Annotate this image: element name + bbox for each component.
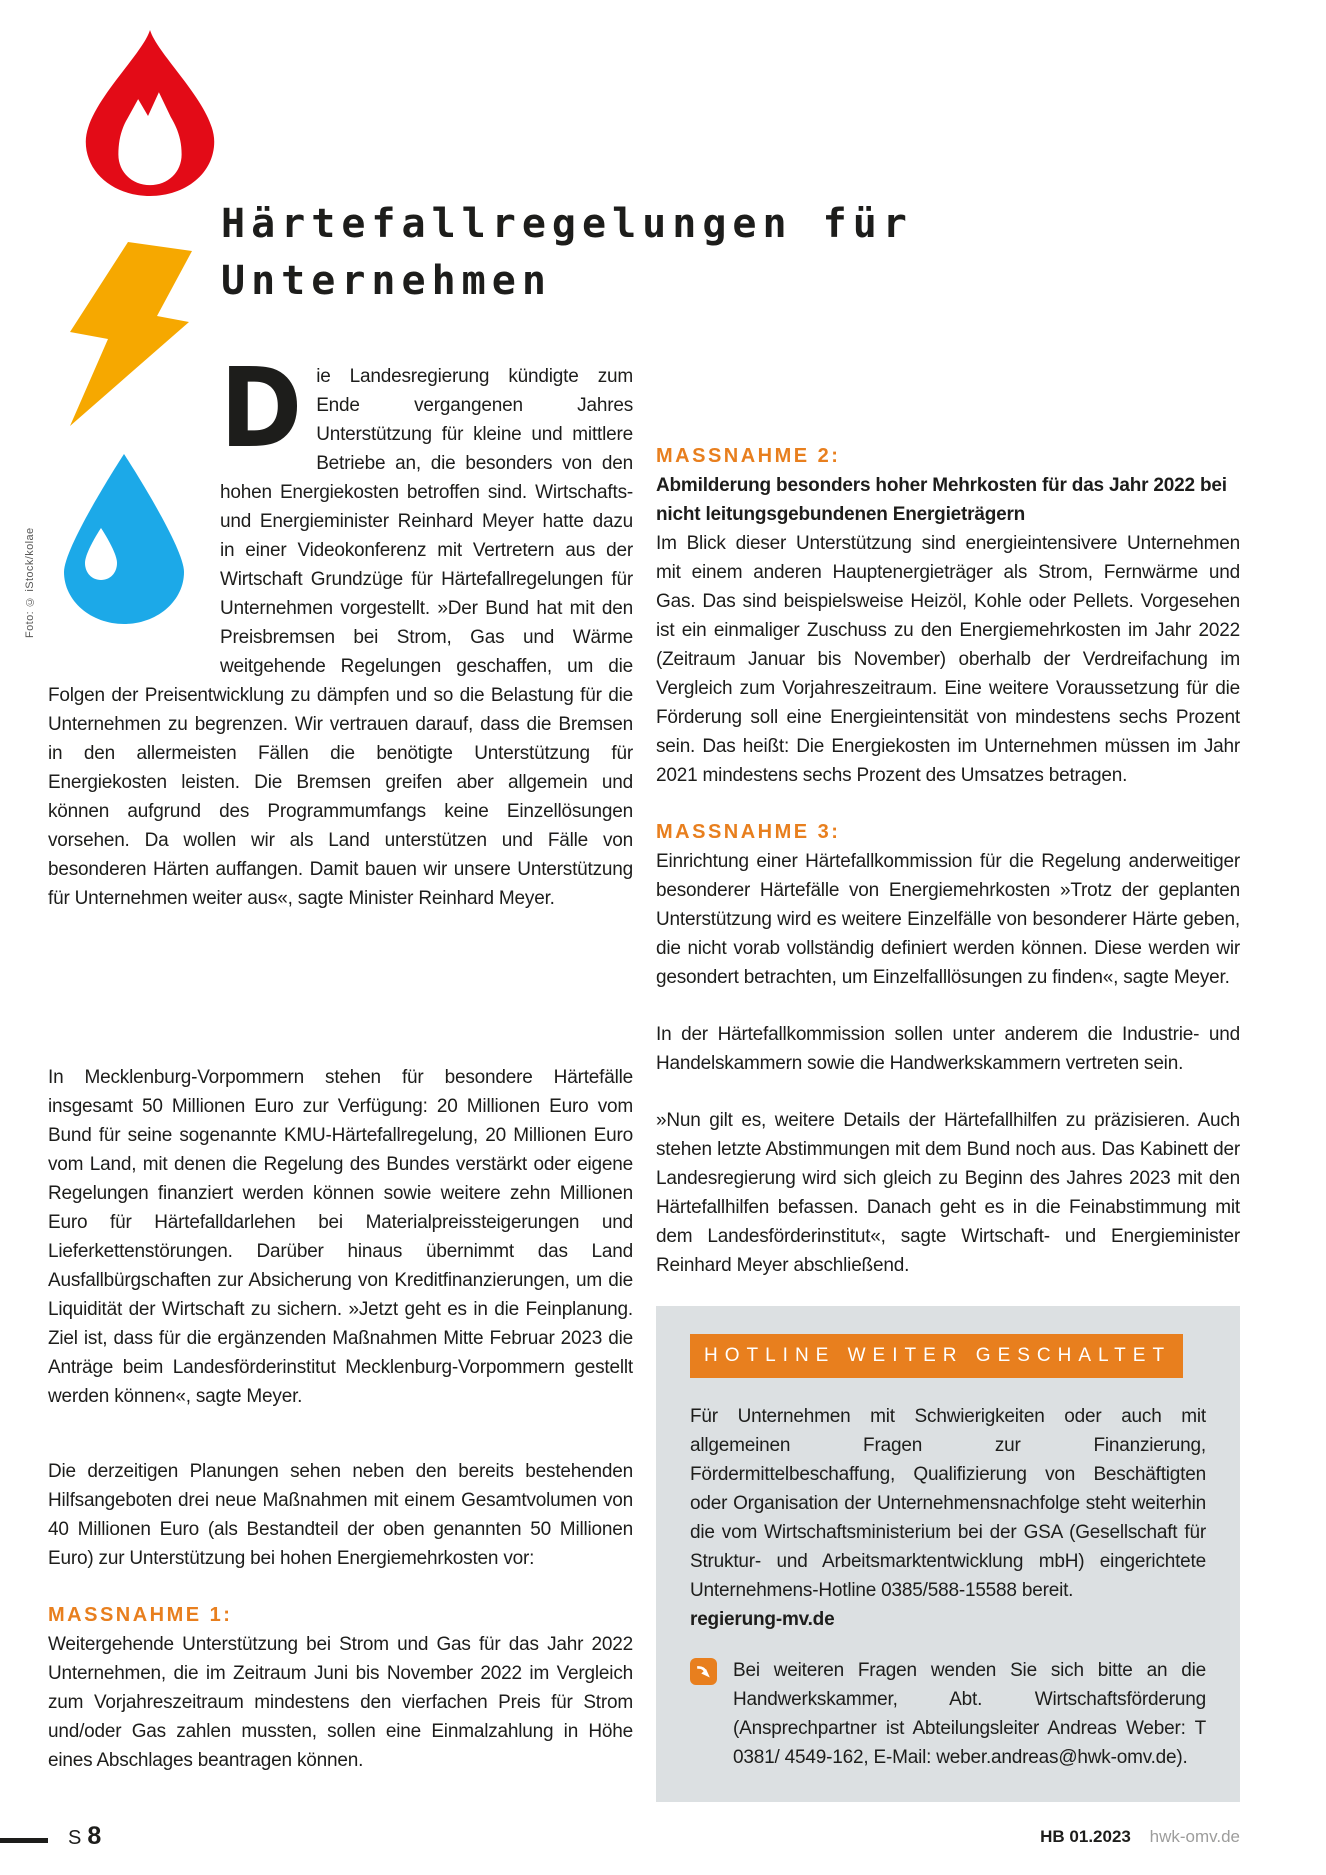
icon-column-spacer <box>48 362 220 672</box>
measure1-heading: MASSNAHME 1: <box>48 1604 233 1626</box>
paragraph-outlook: »Nun gilt es, weitere Details der Härtefallhilfen zu präzisieren. Auch stehen letzte Abstimmungen mit dem Bund noch aus. Das Kabinett der Landesregierung wird sich gleich zu Beginn des Jahres 2023 mit den Härtefallhilfen befassen. Danach geht es in die Feinabstimmung mit dem Landesförderinstitut«, sagte Wirtschaft- und Energieminister Reinhard Meyer abschließend. <box>656 1110 1240 1276</box>
page-title-line2: Unternehmen <box>221 258 552 304</box>
hotline-box-body: Für Unternehmen mit Schwierigkeiten oder auch mit allgemeinen Fragen zur Finanzierung, Fördermittelbeschaffung, Qualifizierung von Beschäftigten oder Organisation der Unternehmensnachfolge steht weiterhin die vom Wirtschaftsministerium bei der GSA (Gesellschaft für Struktur- und Arbeitsmarktentwicklung mbH) eingerichtete Unternehmens-Hotline 0385/588-15588 bereit. <box>690 1406 1206 1601</box>
measure2-subtitle: Abmilderung besonders hoher Mehrkosten für das Jahr 2022 bei nicht leitungsgebundenen Energieträgern <box>656 475 1227 525</box>
paragraph-funding: In Mecklenburg-Vorpommern stehen für besondere Härtefälle insgesamt 50 Millionen Euro zur Verfügung: 20 Millionen Euro vom Bund für seine sogenannte KMU-Härtefallregelung, 20 Millionen Euro vom Land, mit denen die Regelung des Bundes verstärkt oder eigene Regelungen finanziert werden können sowie weitere zehn Millionen Euro für Härtefalldarlehen bei Materialpreissteigerungen und Lieferkettenstörungen. Darüber hinaus übernimmt das Land Ausfallbürgschaften zur Absicherung von Kreditfinanzierungen, um die Liquidität der Wirtschaft zu sichern. »Jetzt geht es in die Feinplanung. Ziel ist, dass für die ergänzenden Maßnahmen Mitte Februar 2023 die Anträge beim Landesförderinstitut Mecklenburg-Vorpommern gestellt werden können«, sagte Meyer. <box>48 1067 633 1407</box>
intro-paragraph <box>48 344 633 913</box>
measure3-body: Einrichtung einer Härtefallkommission für die Regelung anderweitiger besonderer Härtefälle von Energiemehrkosten »Trotz der geplanten Unterstützung wird es weitere Einzelfälle von besonderer Härte geben, die nicht vorab vollständig definiert werden können. Diese werden wir gesondert betrachten, um Einzelfalllösungen zu finden«, sagte Meyer. <box>656 851 1240 988</box>
footer-page-prefix: S <box>68 1827 82 1849</box>
right-column <box>656 442 1240 1802</box>
intro-text: ie Landesregierung kündigte zum Ende vergangenen Jahres Unterstützung für kleine und mittlere Betriebe an, die besonders von den hohen Energiekosten betroffen sind. Wirtschafts- und Energieminister Reinhard Meyer hatte dazu in einer Videokonferenz mit Vertretern aus der Wirtschaft Grundzüge für Härtefallregelungen für Unternehmen vorgestellt. »Der Bund hat mit den Preisbremsen bei Strom, Gas und Wärme weitgehende Regelungen geschaffen, um die Folgen der Preisentwicklung zu dämpfen und so die Belastung für die Unternehmen zu begrenzen. Wir vertrauen darauf, dass die Bremsen in den allermeisten Fällen die benötigte Unterstützung für Energiekosten leisten. Die Bremsen greifen aber allgemein und können aufgrund des Programmumfangs keine Einzellösungen vorsehen. Da wollen wir als Land unterstützen und Fälle von besonderen Härten auffangen. Damit bauen wir unsere Unterstützung für Unternehmen weiter aus«, sagte Minister Reinhard Meyer. <box>48 366 633 909</box>
page-title-line1: Härtefallregelungen für <box>221 201 913 247</box>
dropcap: D <box>220 344 303 472</box>
hotline-info-box <box>656 1306 1240 1802</box>
footer-issue: HB 01.2023 <box>1040 1827 1131 1846</box>
regierung-mv-link[interactable]: regierung-mv.de <box>690 1609 835 1630</box>
measure2-heading: MASSNAHME 2: <box>656 445 841 467</box>
paragraph-commission: In der Härtefallkommission sollen unter anderem die Industrie- und Handelskammern sowie die Handwerkskammern vertreten sein. <box>656 1024 1240 1074</box>
footer-page-number: 8 <box>87 1822 102 1850</box>
footer-website-link[interactable]: hwk-omv.de <box>1149 1827 1240 1846</box>
measure1-body: Weitergehende Unterstützung bei Strom und Gas für das Jahr 2022 Unternehmen, die im Zeitraum Juni bis November 2022 im Vergleich zum Vorjahreszeitraum mindestens den vierfachen Preis für Strom und/oder Gas zahlen mussten, sollen eine Einmalzahlung in Höhe eines Abschlages beantragen können. <box>48 1634 633 1771</box>
flame-icon <box>85 30 215 196</box>
hotline-note <box>690 1656 1206 1772</box>
hotline-box-header: HOTLINE WEITER GESCHALTET <box>690 1334 1183 1378</box>
hotline-note-text: Bei weiteren Fragen wenden Sie sich bitte an die Handwerkskammer, Abt. Wirtschaftsförderung (Ansprechpartner ist Abteilungsleiter Andreas Weber: T 0381/ 4549-162, E-Mail: weber.andreas@hwk-omv.de). <box>733 1660 1206 1768</box>
paragraph-plans: Die derzeitigen Planungen sehen neben den bereits bestehenden Hilfsangeboten drei neue Maßnahmen mit einem Gesamtvolumen von 40 Millionen Euro (als Bestandteil der oben genannten 50 Millionen Euro) zur Unterstützung bei hohen Energiemehrkosten vor: <box>48 1461 633 1569</box>
footer-issue-info <box>1040 1827 1240 1847</box>
left-column <box>48 344 633 1775</box>
footer-page-indicator <box>68 1822 101 1851</box>
measure2-body: Im Blick dieser Unterstützung sind energieintensivere Unternehmen mit einem anderen Hauptenergieträger als Strom, Fernwärme und Gas. Das sind beispielsweise Heizöl, Kohle oder Pellets. Vorgesehen ist ein einmaliger Zuschuss zu den Energiemehrkosten im Jahr 2022 (Zeitraum Januar bis November) oberhalb der Verdreifachung im Vergleich zum Vorjahreszeitraum. Eine weitere Voraussetzung für die Förderung soll eine Energieintensität von mindestens sechs Prozent sein. Das heißt: Die Energiekosten im Unternehmen müssen im Jahr 2021 mindestens sechs Prozent des Umsatzes betragen. <box>656 533 1240 786</box>
photo-credit: Foto: © iStock/kolae <box>24 527 36 638</box>
page-title <box>221 196 913 310</box>
footer-rule <box>0 1838 48 1843</box>
curved-arrow-icon <box>690 1658 717 1685</box>
measure3-heading: MASSNAHME 3: <box>656 821 841 843</box>
